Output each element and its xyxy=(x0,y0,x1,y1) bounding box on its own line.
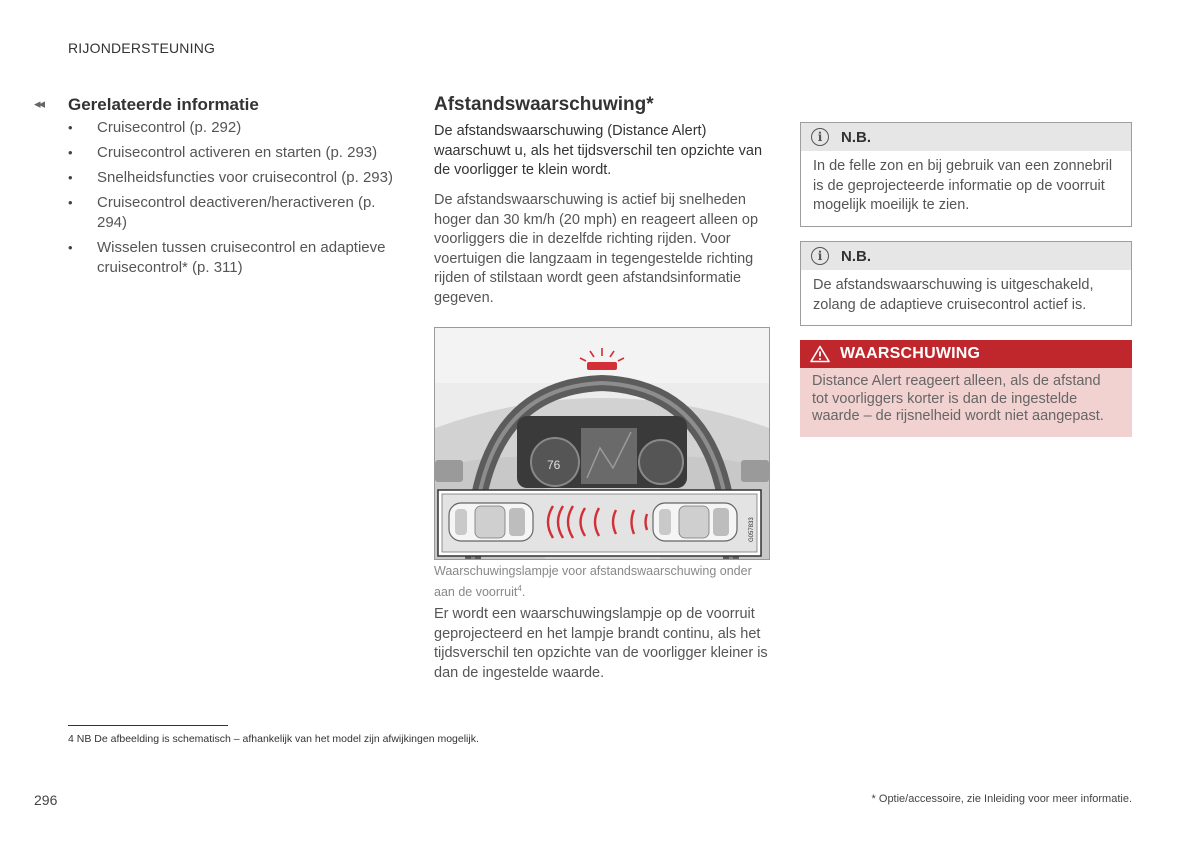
related-info-title: Gerelateerde informatie xyxy=(68,95,259,114)
footnote: 4 NB De afbeelding is schematisch – afhankelijk van het model zijn afwijkingen mogelijk. xyxy=(68,733,479,745)
bullet-icon: • xyxy=(68,120,73,135)
info-icon: i xyxy=(811,247,829,265)
back-arrows-icon[interactable]: ◂◂ xyxy=(34,96,44,111)
info-icon: i xyxy=(811,128,829,146)
figure-caption-text: Waarschuwingslampje voor afstandswaarschuwing onder aan de voorruit xyxy=(434,564,752,600)
bullet-icon: • xyxy=(68,145,73,160)
figure-code: G057833 xyxy=(749,517,755,542)
figure-caption: Waarschuwingslampje voor afstandswaarschuwing onder aan de voorruit$^4$. xyxy=(434,564,752,600)
section-header: RIJONDERSTEUNING xyxy=(68,40,216,56)
warning-triangle-icon xyxy=(810,345,830,363)
bullet-icon: • xyxy=(68,170,73,185)
leading-car-icon xyxy=(653,503,737,541)
related-link-label: Cruisecontrol deactiveren/heractiveren (p. 294) xyxy=(97,194,376,231)
related-link-label: Wisselen tussen cruisecontrol en adaptieve cruisecontrol* (p. 311) xyxy=(97,239,386,276)
bullet-icon: • xyxy=(68,240,73,255)
note-header xyxy=(801,242,1131,270)
warning-lamp xyxy=(587,362,617,370)
warning-header xyxy=(800,340,1132,368)
note-label: N.B. xyxy=(841,128,871,146)
note-box-2 xyxy=(800,241,1132,326)
warning-text: Distance Alert reageert alleen, als de afstand tot voorliggers korter is dan de ingestelde waarde – de rijsnelheid wordt niet aangepast. xyxy=(812,373,1104,424)
related-link[interactable] xyxy=(68,193,408,233)
note-text: De afstandswaarschuwing is uitgeschakeld, zolang de adaptieve cruisecontrol actief is. xyxy=(813,277,1094,313)
own-car-icon xyxy=(449,503,533,541)
related-link-label: Snelheidsfuncties voor cruisecontrol (p. 293) xyxy=(97,169,393,186)
speed-readout: 76 xyxy=(547,458,561,472)
footnote-ref[interactable]: 4 xyxy=(517,584,522,593)
related-link-label: Cruisecontrol activeren en starten (p. 293) xyxy=(97,144,378,161)
related-link[interactable] xyxy=(68,118,408,138)
footer-note: * Optie/accessoire, zie Inleiding voor meer informatie. xyxy=(871,793,1132,805)
related-link-label: Cruisecontrol (p. 292) xyxy=(97,119,242,136)
note-text: In de felle zon en bij gebruik van een zonnebril is de geprojecteerde informatie op de voorruit mogelijk moeilijk te zien. xyxy=(813,158,1113,213)
article-body-paragraph: De afstandswaarschuwing is actief bij snelheden hoger dan 30 km/h (20 mph) en reageert alleen op voorliggers die in dezelfde richting rijden. Voor voertuigen die langzaam in tegengestelde richting rijden of stilstaan wordt geen afstandsinformatie gegeven. xyxy=(434,192,759,306)
article-intro: De afstandswaarschuwing (Distance Alert) waarschuwt u, als het tijdsverschil ten opzichte van de voorligger te klein wordt. xyxy=(434,123,763,178)
footnote-divider xyxy=(68,725,228,726)
article-body-paragraph-2: Er wordt een waarschuwingslampje op de voorruit geprojecteerd en het lampje brandt continu, als het tijdsverschil ten opzichte van de voorligger kleiner is dan de ingestelde waarde. xyxy=(434,606,768,681)
article-title: Afstandswaarschuwing* xyxy=(434,94,654,115)
related-link[interactable] xyxy=(68,238,408,278)
warning-box xyxy=(800,340,1132,437)
note-box xyxy=(800,122,1132,227)
dashboard-illustration xyxy=(434,327,770,560)
warning-label: WAARSCHUWING xyxy=(840,345,981,362)
related-info-list xyxy=(68,118,408,283)
note-header xyxy=(801,123,1131,151)
related-link[interactable] xyxy=(68,168,408,188)
note-label: N.B. xyxy=(841,247,871,265)
bullet-icon: • xyxy=(68,195,73,210)
related-link[interactable] xyxy=(68,143,408,163)
page-number: 296 xyxy=(34,792,58,808)
